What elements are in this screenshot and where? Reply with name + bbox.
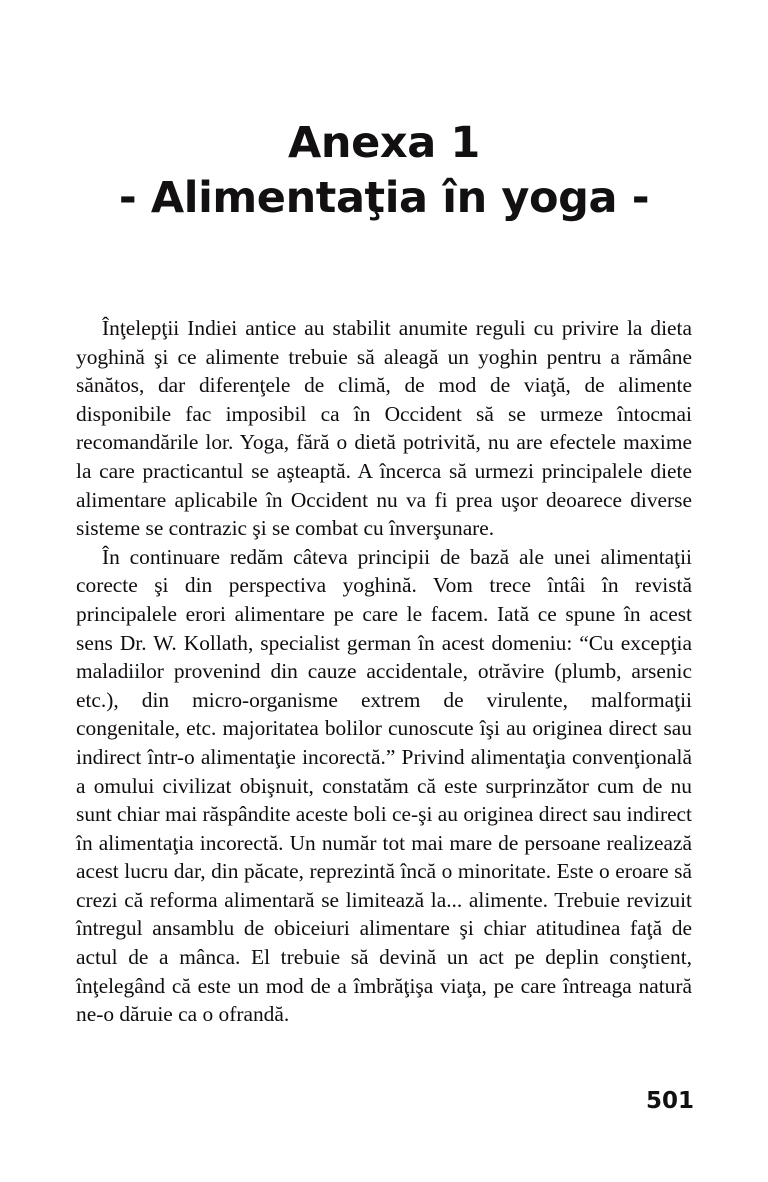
body-paragraph-2: În continuare redăm câteva principii de bază ale unei alimentaţii corecte şi din perspectiva yoghină. Vom trece întâi în revistă principalele erori alimentare pe care le facem. Iată ce spune în acest sens Dr. W. Kollath, specialist german în acest domeniu: “Cu excepţia maladiilor provenind din cauze accidentale, otrăvire (plumb, arsenic etc.), din micro-organisme extrem de virulente, malformaţii congenitale, etc. majoritatea bolilor cunoscute îşi au originea direct sau indirect într-o alimentaţie incorectă.” Privind alimentaţia convenţională a omului civilizat obişnuit, constatăm că este surprinzător cum de nu sunt chiar mai răspândite aceste boli ce-şi au originea direct sau indirect în alimentaţia incorectă. Un număr tot mai mare de persoane realizează acest lucru dar, din păcate, reprezintă încă o minoritate. Este o eroare să crezi că reforma alimentară se limitează la... alimente. Trebuie revizuit întregul ansamblu de obiceiuri alimentare şi chiar atitudinea faţă de actul de a mânca. El trebuie să devină un act pe deplin conştient, înţelegând că este un mod de a îmbrăţişa viaţa, pe care întreaga natură ne-o dăruie ca o ofrandă. — [76, 544, 692, 1027]
title-line-primary: Anexa 1 — [288, 118, 480, 168]
body-text-column — [76, 314, 692, 1029]
title-line-subtitle: - Alimentaţia în yoga - — [118, 173, 650, 223]
page-number: 501 — [645, 1088, 694, 1114]
body-paragraph-1: Înţelepţii Indiei antice au stabilit anumite reguli cu privire la dieta yoghină şi ce alimente trebuie să aleagă un yoghin pentru a rămâne sănătos, dar diferenţele de climă, de mod de viaţă, de alimente disponibile fac imposibil ca în Occident să se urmeze întocmai recomandările lor. Yoga, fără o dietă potrivită, nu are efectele maxime la care practicantul se aşteaptă. A încerca să urmezi principalele diete alimentare aplicabile în Occident nu va fi prea uşor deoarece diverse sisteme se contrazic şi se combat cu înverşunare. — [76, 316, 692, 541]
page-title — [0, 118, 768, 223]
